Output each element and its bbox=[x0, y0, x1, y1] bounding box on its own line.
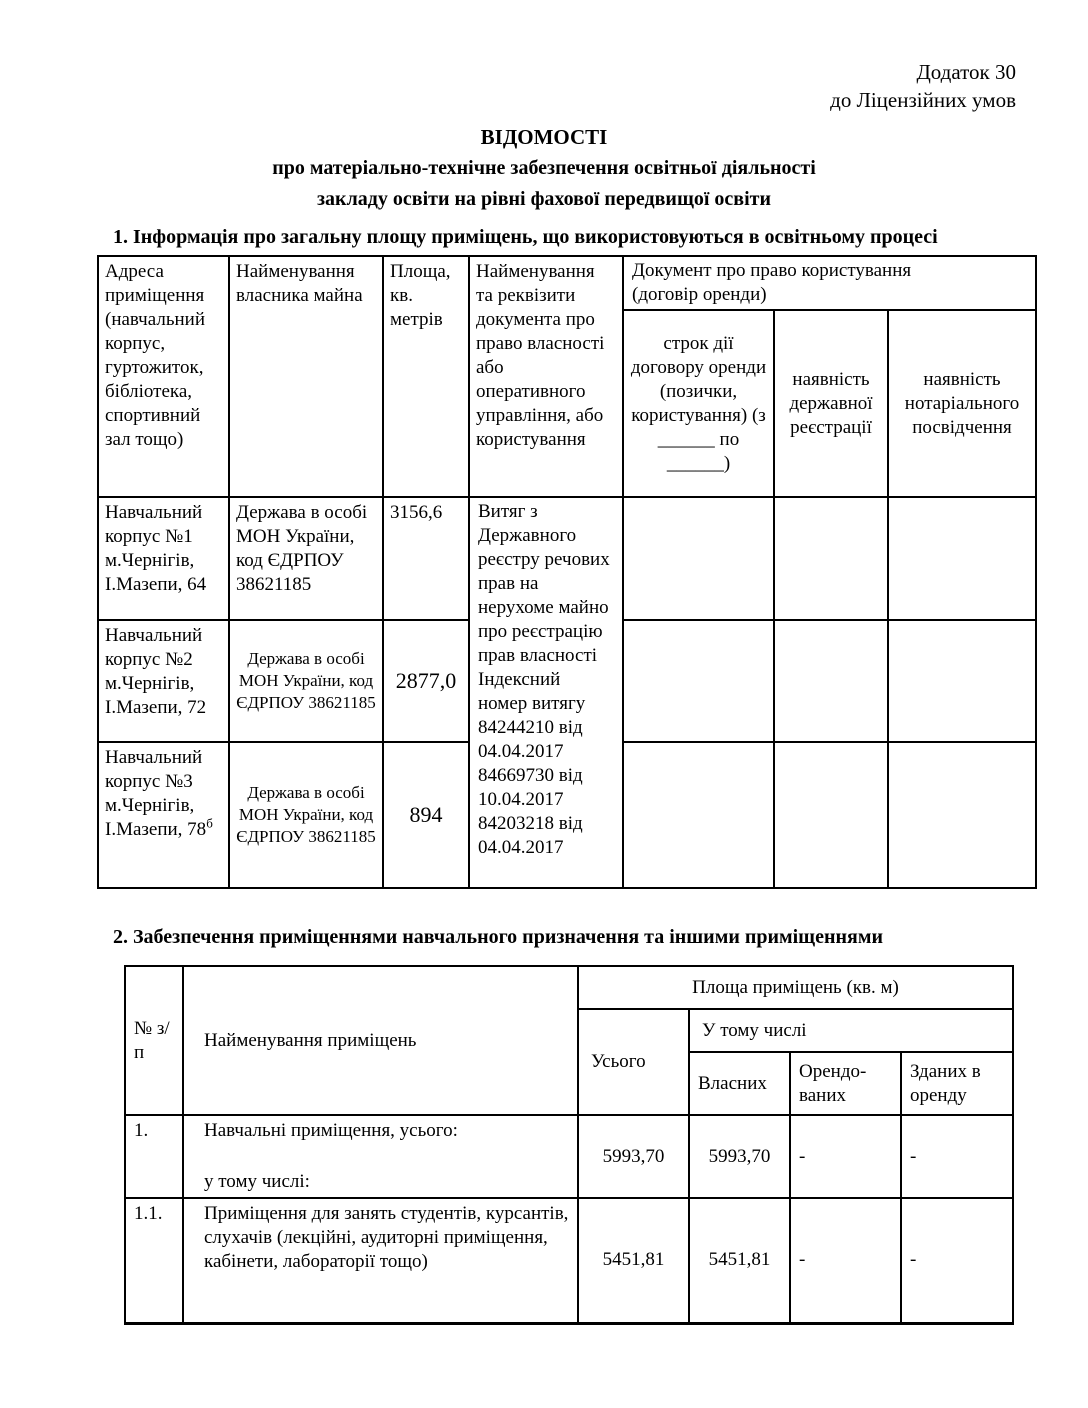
owner-cell: Держава в особі МОН України, код ЄДРПОУ 38621185 bbox=[229, 620, 383, 742]
area-cell: 3156,6 bbox=[383, 497, 469, 620]
col-header-doc: Найменування та реквізити документа про право власності або оперативного управління, або користування bbox=[469, 256, 623, 497]
address-superscript: б bbox=[206, 815, 213, 831]
notary-cell bbox=[888, 620, 1036, 742]
col-header-owner: Найменування власника майна bbox=[229, 256, 383, 497]
col-header-own: Власних bbox=[689, 1052, 790, 1115]
premises-table bbox=[124, 965, 1014, 1325]
leased-area-cell: - bbox=[901, 1115, 1013, 1198]
row-number-cell: 1. bbox=[125, 1115, 183, 1198]
table-row bbox=[125, 1198, 1013, 1323]
term-cell bbox=[623, 620, 774, 742]
table-row bbox=[98, 497, 1036, 620]
col-header-row-number: № з/п bbox=[125, 966, 183, 1115]
notary-cell bbox=[888, 497, 1036, 620]
col-header-usage-doc bbox=[623, 256, 1036, 310]
total-area-cell: 5993,70 bbox=[578, 1115, 689, 1198]
premises-name-line-2: у тому числі: bbox=[204, 1171, 310, 1192]
state-registration-cell bbox=[774, 620, 888, 742]
col-header-area: Площа, кв. метрів bbox=[383, 256, 469, 497]
address-cell bbox=[98, 497, 229, 620]
col-header-term: строк дії договору оренди (позички, користування) (з ______ по ______) bbox=[623, 310, 774, 497]
table-row bbox=[125, 1115, 1013, 1198]
own-area-cell: 5993,70 bbox=[689, 1115, 790, 1198]
section2-heading: 2. Забезпечення приміщеннями навчального призначення та іншими приміщеннями bbox=[113, 926, 883, 948]
premises-name-cell: Приміщення для занять студентів, курсантів, слухачів (лекційні, аудиторні приміщення, кабінети, лабораторії тощо) bbox=[183, 1198, 578, 1323]
col-header-rented: Орендо-ваних bbox=[790, 1052, 901, 1115]
area-cell: 2877,0 bbox=[383, 620, 469, 742]
address-cell bbox=[98, 742, 229, 888]
address-text: Навчальний корпус №3 м.Чернігів, І.Мазепи, 78 bbox=[105, 747, 207, 840]
annex-line-1: Додаток 30 bbox=[916, 60, 1016, 84]
owner-cell: Держава в особі МОН України, код ЄДРПОУ 38621185 bbox=[229, 497, 383, 620]
usage-doc-line-1: Документ про право користування bbox=[632, 260, 912, 281]
premises-name-cell bbox=[183, 1115, 578, 1198]
col-header-including: У тому числі bbox=[689, 1009, 1013, 1052]
rented-area-cell: - bbox=[790, 1198, 901, 1323]
term-cell bbox=[623, 742, 774, 888]
row-number-cell: 1.1. bbox=[125, 1198, 183, 1323]
document-title-block bbox=[0, 122, 1088, 215]
document-subtitle-2: закладу освіти на рівні фахової передвищої освіти bbox=[317, 188, 771, 210]
document-title: ВІДОМОСТІ bbox=[480, 125, 608, 149]
total-area-cell: 5451,81 bbox=[578, 1198, 689, 1323]
col-header-leased: Зданих в оренду bbox=[901, 1052, 1013, 1115]
address-text: Навчальний корпус №1 м.Чернігів, І.Мазепи, 64 bbox=[105, 502, 207, 595]
rented-area-cell: - bbox=[790, 1115, 901, 1198]
col-header-premises-name: Найменування приміщень bbox=[183, 966, 578, 1115]
leased-area-cell: - bbox=[901, 1198, 1013, 1323]
address-text: Навчальний корпус №2 м.Чернігів, І.Мазепи, 72 bbox=[105, 625, 207, 718]
state-registration-cell bbox=[774, 742, 888, 888]
own-area-cell: 5451,81 bbox=[689, 1198, 790, 1323]
notary-cell bbox=[888, 742, 1036, 888]
area-cell: 894 bbox=[383, 742, 469, 888]
term-cell bbox=[623, 497, 774, 620]
doc-extract-cell: Витяг з Державного реєстру речових прав на нерухоме майно про реєстрацію прав власності Індексний номер витягу 84244210 від 04.04.2017 84669730 від 10.04.2017 84203218 від 04.04.2017 bbox=[469, 497, 623, 888]
col-header-state-registration: наявність державної реєстрації bbox=[774, 310, 888, 497]
annex-note bbox=[830, 58, 1016, 114]
col-header-area-group: Площа приміщень (кв. м) bbox=[578, 966, 1013, 1009]
address-cell bbox=[98, 620, 229, 742]
general-area-table bbox=[97, 255, 1037, 889]
col-header-address: Адреса приміщення (навчальний корпус, гуртожиток, бібліотека, спортивний зал тощо) bbox=[98, 256, 229, 497]
state-registration-cell bbox=[774, 497, 888, 620]
usage-doc-line-2: (договір оренди) bbox=[632, 284, 767, 305]
col-header-notary: наявність нотаріального посвідчення bbox=[888, 310, 1036, 497]
document-subtitle-1: про матеріально-технічне забезпечення освітньої діяльності bbox=[272, 157, 816, 179]
owner-cell: Держава в особі МОН України, код ЄДРПОУ 38621185 bbox=[229, 742, 383, 888]
premises-name-line-1: Навчальні приміщення, усього: bbox=[204, 1120, 458, 1141]
section1-heading: 1. Інформація про загальну площу приміщень, що використовуються в освітньому процесі bbox=[113, 226, 938, 248]
annex-line-2: до Ліцензійних умов bbox=[830, 88, 1016, 112]
col-header-total: Усього bbox=[578, 1009, 689, 1115]
